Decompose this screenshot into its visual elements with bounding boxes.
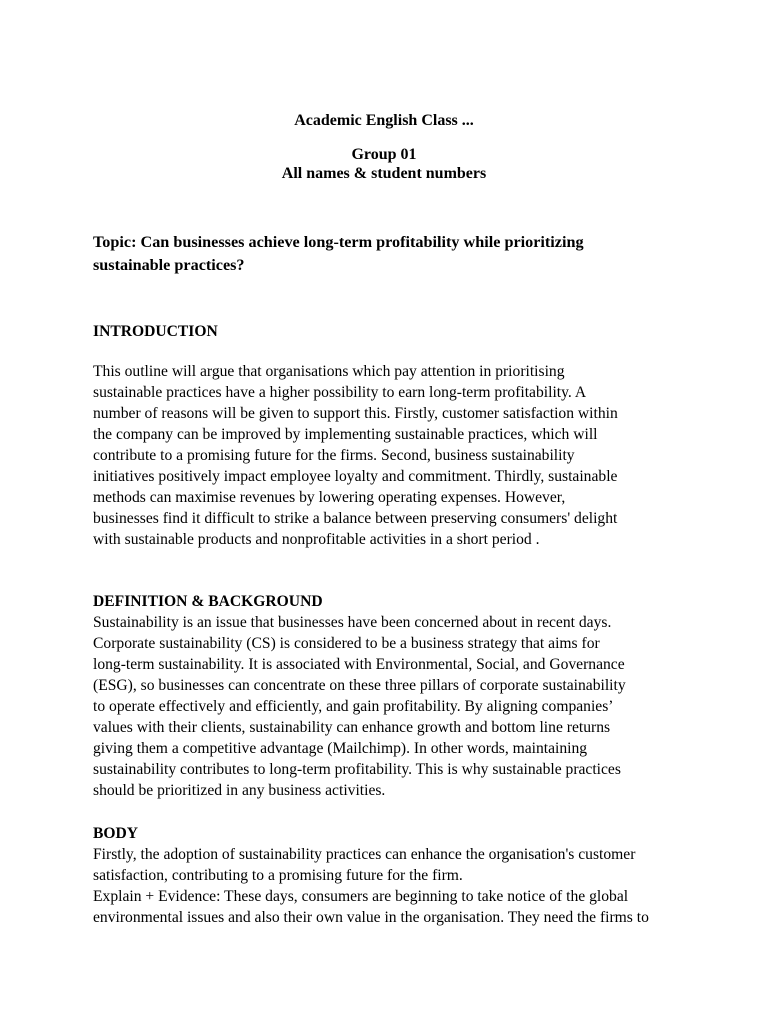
- paragraph-line: contribute to a promising future for the firms. Second, business sustainability: [93, 447, 575, 464]
- definition-heading: DEFINITION & BACKGROUND: [93, 593, 323, 610]
- topic-heading: [93, 231, 703, 277]
- paragraph-line: to operate effectively and efficiently, and gain profitability. By aligning companies’: [93, 698, 614, 715]
- paragraph-line: businesses find it difficult to strike a balance between preserving consumers' delight: [93, 510, 618, 527]
- topic-line: Topic: Can businesses achieve long-term profitability while prioritizing: [93, 233, 584, 251]
- paragraph-line: This outline will argue that organisations which pay attention in prioritising: [93, 363, 565, 380]
- paragraph-line: (ESG), so businesses can concentrate on these three pillars of corporate sustainability: [93, 677, 626, 694]
- paragraph-line: sustainable practices have a higher possibility to earn long-term profitability. A: [93, 384, 587, 401]
- topic-line: sustainable practices?: [93, 256, 245, 274]
- document-title: Academic English Class ...: [294, 112, 474, 129]
- definition-section: [93, 591, 703, 801]
- group-label: Group 01: [351, 146, 417, 163]
- paragraph-line: Corporate sustainability (CS) is considered to be a business strategy that aims for: [93, 635, 600, 652]
- paragraph-line: sustainability contributes to long-term profitability. This is why sustainable practices: [93, 761, 621, 778]
- paragraph-line: environmental issues and also their own value in the organisation. They need the firms to: [93, 909, 649, 926]
- introduction-heading: INTRODUCTION: [93, 323, 218, 340]
- body-heading: BODY: [93, 825, 139, 842]
- paragraph-line: Explain + Evidence: These days, consumers are beginning to take notice of the global: [93, 888, 629, 905]
- paragraph-line: Sustainability is an issue that businesses have been concerned about in recent days.: [93, 614, 612, 631]
- paragraph-line: Firstly, the adoption of sustainability practices can enhance the organisation's customer: [93, 846, 636, 863]
- paragraph-line: methods can maximise revenues by lowering operating expenses. However,: [93, 489, 566, 506]
- paragraph-line: initiatives positively impact employee loyalty and commitment. Thirdly, sustainable: [93, 468, 618, 485]
- paragraph-line: should be prioritized in any business activities.: [93, 782, 386, 799]
- paragraph-line: giving them a competitive advantage (Mailchimp). In other words, maintaining: [93, 740, 588, 757]
- paragraph-line: with sustainable products and nonprofitable activities in a short period .: [93, 531, 540, 548]
- paragraph-line: number of reasons will be given to support this. Firstly, customer satisfaction within: [93, 405, 618, 422]
- body-section: [93, 823, 703, 928]
- paragraph-line: values with their clients, sustainability can enhance growth and bottom line returns: [93, 719, 611, 736]
- members-label: All names & student numbers: [281, 165, 487, 182]
- introduction-paragraph: [93, 361, 703, 550]
- paragraph-line: long-term sustainability. It is associated with Environmental, Social, and Governance: [93, 656, 625, 673]
- paragraph-line: the company can be improved by implementing sustainable practices, which will: [93, 426, 598, 443]
- paragraph-line: satisfaction, contributing to a promising future for the firm.: [93, 867, 463, 884]
